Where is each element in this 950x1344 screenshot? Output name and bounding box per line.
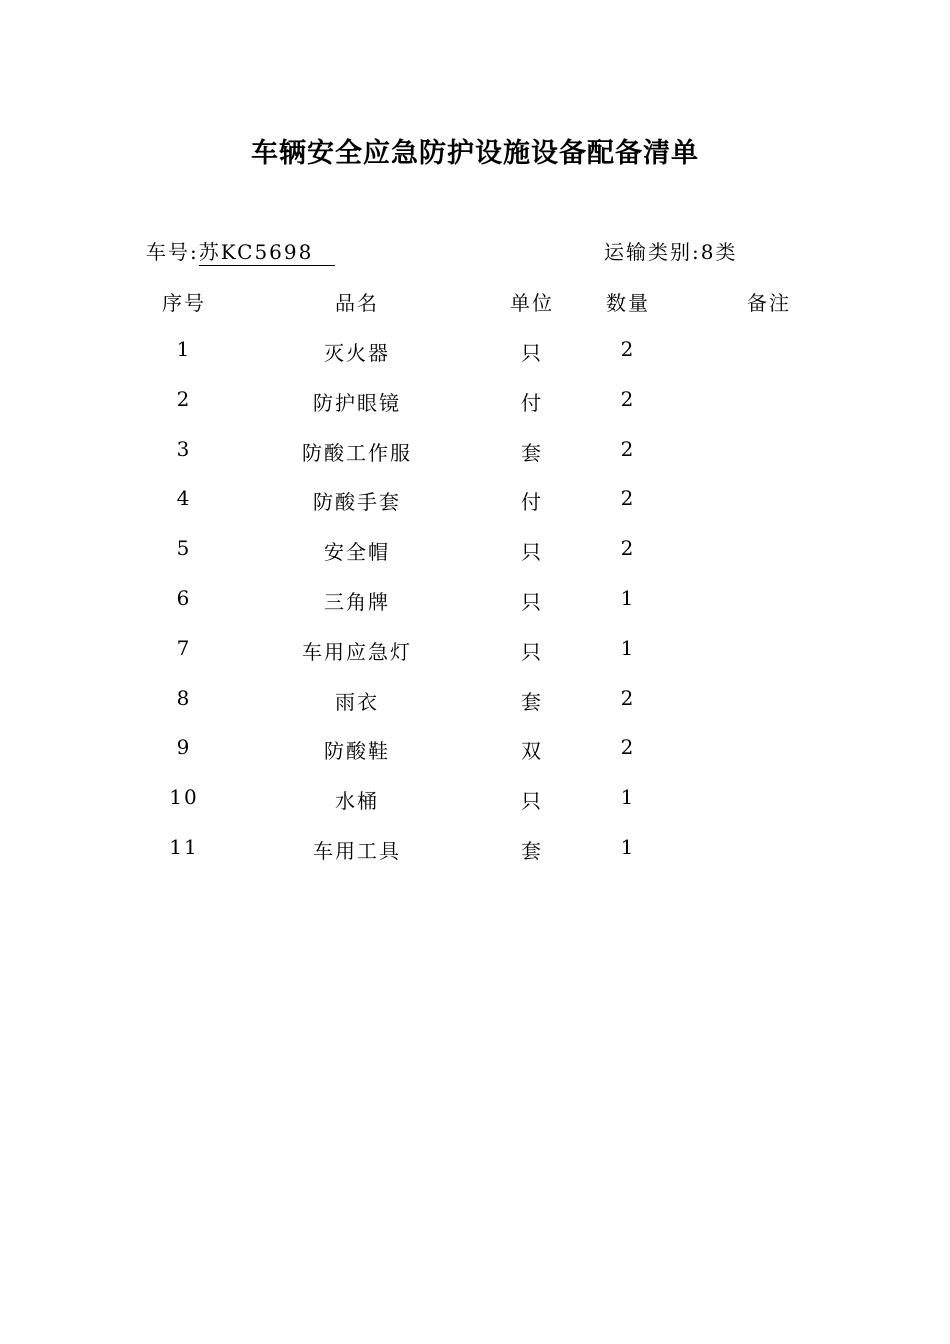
cell-name: 灭火器 [324, 341, 390, 365]
header-name: 品名 [335, 291, 379, 315]
cell-name: 防护眼镜 [313, 391, 401, 415]
cell-unit: 套 [521, 690, 543, 714]
cell-qty: 2 [620, 387, 636, 411]
cell-qty: 2 [620, 486, 636, 510]
table-row [0, 735, 950, 775]
table-row [0, 686, 950, 726]
cell-seq: 4 [176, 486, 192, 510]
table-row [0, 486, 950, 526]
cell-seq: 3 [176, 437, 192, 461]
cell-seq: 10 [169, 785, 199, 809]
cell-qty: 1 [620, 586, 636, 610]
table-row [0, 636, 950, 676]
cell-seq: 1 [176, 337, 192, 361]
cell-seq: 9 [176, 735, 192, 759]
cell-unit: 只 [521, 640, 543, 664]
table-row [0, 337, 950, 377]
cell-qty: 1 [620, 636, 636, 660]
cell-qty: 1 [620, 835, 636, 859]
cell-unit: 只 [521, 789, 543, 813]
cell-seq: 2 [176, 387, 192, 411]
cell-unit: 只 [521, 341, 543, 365]
cell-name: 防酸工作服 [302, 441, 412, 465]
table-row [0, 387, 950, 427]
cell-qty: 1 [620, 785, 636, 809]
cell-unit: 只 [521, 540, 543, 564]
cell-name: 防酸鞋 [324, 739, 390, 763]
cell-seq: 7 [176, 636, 192, 660]
cell-unit: 付 [521, 490, 543, 514]
cell-seq: 6 [176, 586, 192, 610]
header-seq: 序号 [162, 291, 206, 315]
table-header [0, 287, 950, 327]
table-row [0, 835, 950, 875]
cell-seq: 5 [176, 536, 192, 560]
transport-category-line [604, 236, 737, 265]
cell-qty: 2 [620, 337, 636, 361]
cell-name: 车用工具 [313, 839, 401, 863]
header-unit: 单位 [510, 291, 554, 315]
cell-qty: 2 [620, 437, 636, 461]
plate-label: 车号: [146, 240, 199, 264]
cell-name: 三角牌 [324, 590, 390, 614]
cell-name: 车用应急灯 [302, 640, 412, 664]
cell-unit: 付 [521, 391, 543, 415]
header-note: 备注 [747, 291, 791, 315]
cell-name: 防酸手套 [313, 490, 401, 514]
plate-value: 苏KC5698 [199, 236, 336, 266]
vehicle-plate-line [146, 236, 335, 266]
cell-qty: 2 [620, 686, 636, 710]
header-qty: 数量 [606, 291, 650, 315]
cell-seq: 8 [176, 686, 192, 710]
cell-unit: 套 [521, 441, 543, 465]
cell-unit: 双 [521, 739, 543, 763]
table-row [0, 536, 950, 576]
cell-qty: 2 [620, 536, 636, 560]
cell-unit: 只 [521, 590, 543, 614]
document-title: 车辆安全应急防护设施设备配备清单 [251, 138, 699, 169]
cell-unit: 套 [521, 839, 543, 863]
category-value: 8类 [700, 240, 738, 264]
category-label: 运输类别: [604, 240, 701, 264]
table-row [0, 785, 950, 825]
cell-seq: 11 [169, 835, 199, 859]
table-row [0, 437, 950, 477]
cell-qty: 2 [620, 735, 636, 759]
cell-name: 安全帽 [324, 540, 390, 564]
cell-name: 水桶 [335, 789, 379, 813]
cell-name: 雨衣 [335, 690, 379, 714]
table-row [0, 586, 950, 626]
